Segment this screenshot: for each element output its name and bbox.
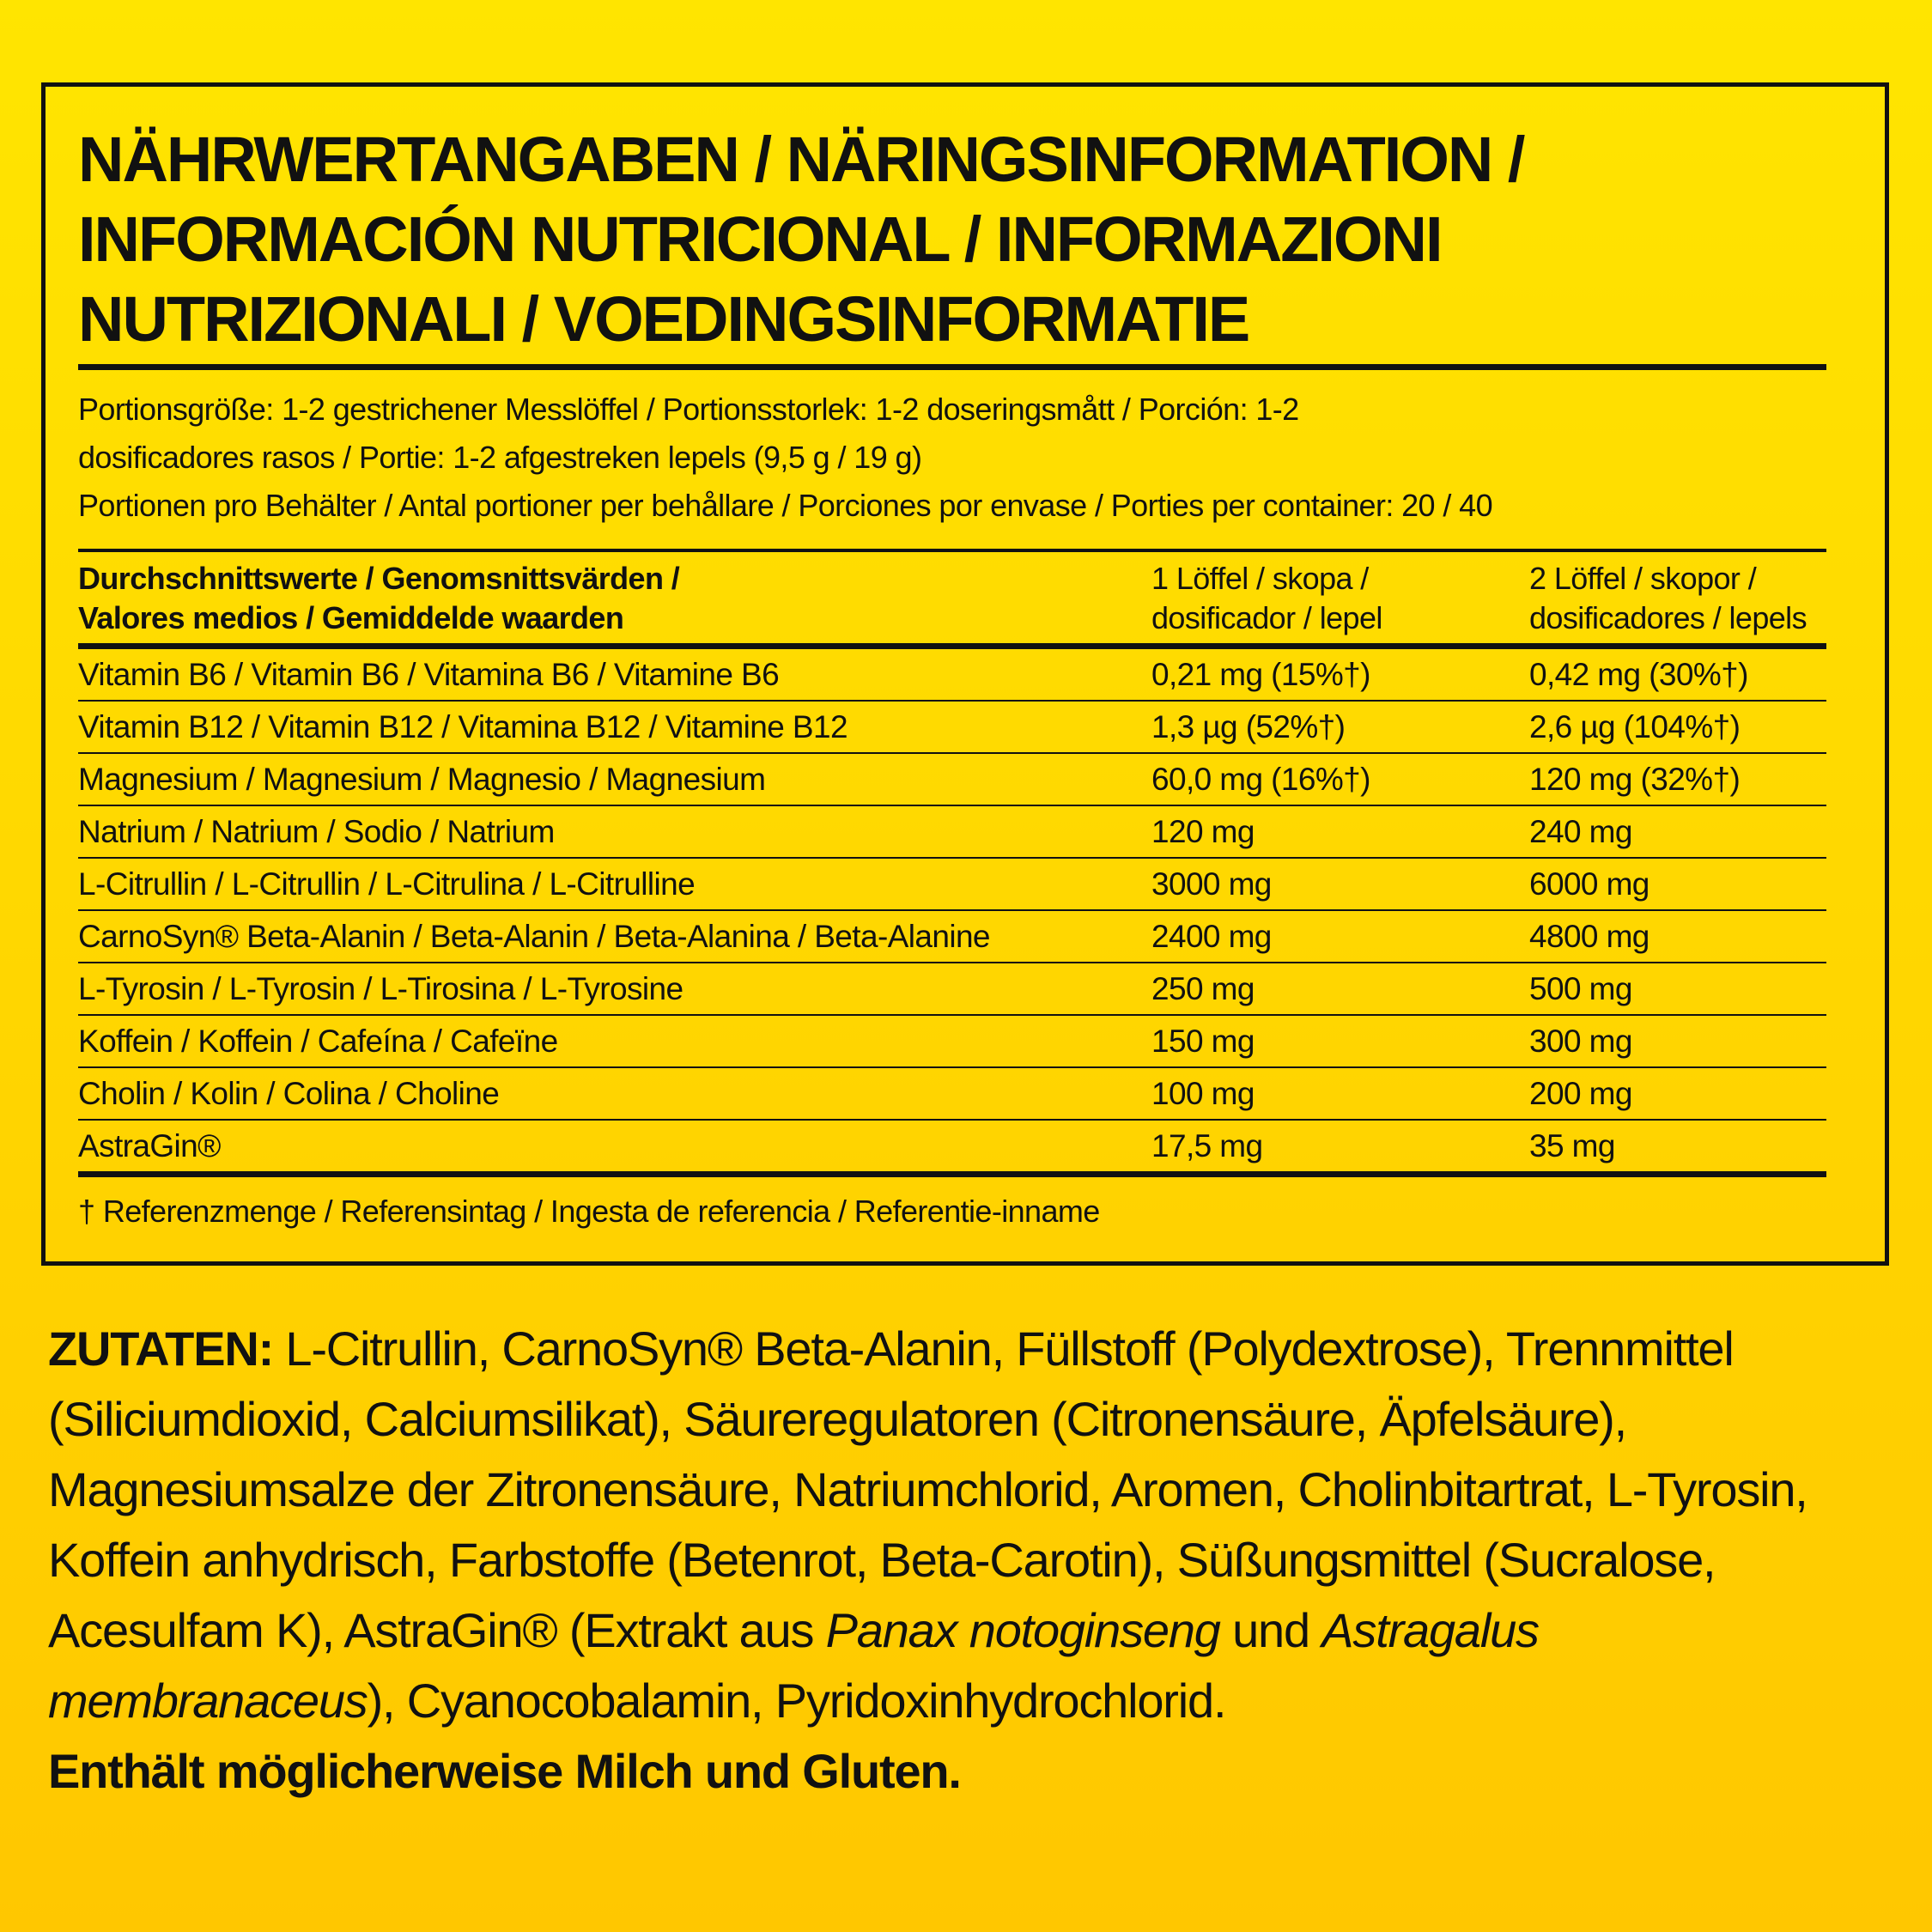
header-one-scoop xyxy=(1151,559,1529,638)
value-two-scoops: 200 mg xyxy=(1529,1076,1632,1111)
nutrient-name: Vitamin B12 / Vitamin B12 / Vitamina B12 / Vitamine B12 xyxy=(78,709,848,744)
nutrient-name: Magnesium / Magnesium / Magnesio / Magnesium xyxy=(78,762,766,797)
table-row xyxy=(78,911,1826,963)
value-two-scoops: 300 mg xyxy=(1529,1024,1632,1059)
nutrient-name: Natrium / Natrium / Sodio / Natrium xyxy=(78,814,555,849)
allergen-warning: Enthält möglicherweise Milch und Gluten. xyxy=(48,1744,961,1798)
header-line: Durchschnittswerte / Genomsnittsvärden / xyxy=(78,561,680,596)
value-two-scoops: 2,6 µg (104%†) xyxy=(1529,709,1741,744)
header-average-values xyxy=(78,559,1151,638)
value-two-scoops: 6000 mg xyxy=(1529,866,1649,902)
nutrient-name: L-Tyrosin / L-Tyrosin / L-Tirosina / L-Tyrosine xyxy=(78,971,683,1006)
header-line: Valores medios / Gemiddelde waarden xyxy=(78,600,624,635)
nutrition-table xyxy=(78,549,1826,1177)
value-one-scoop: 100 mg xyxy=(1151,1076,1255,1111)
serving-line: dosificadores rasos / Portie: 1-2 afgestreken lepels (9,5 g / 19 g) xyxy=(78,440,922,475)
nutrient-name: CarnoSyn® Beta-Alanin / Beta-Alanin / Beta-Alanina / Beta-Alanine xyxy=(78,919,990,954)
title-line: NÄHRWERTANGABEN / NÄRINGSINFORMATION / xyxy=(78,124,1524,195)
value-two-scoops: 500 mg xyxy=(1529,971,1632,1006)
table-row xyxy=(78,1121,1826,1171)
value-one-scoop: 1,3 µg (52%†) xyxy=(1151,709,1346,744)
header-line: 2 Löffel / skopor / xyxy=(1529,561,1757,596)
value-one-scoop: 17,5 mg xyxy=(1151,1128,1263,1163)
value-one-scoop: 120 mg xyxy=(1151,814,1255,849)
serving-line: Portionsgröße: 1-2 gestrichener Messlöffel / Portionsstorlek: 1-2 doseringsmått / Porción: 1-2 xyxy=(78,392,1299,427)
table-row xyxy=(78,649,1826,702)
nutrition-panel-content xyxy=(78,119,1826,1230)
table-row xyxy=(78,702,1826,754)
header-line: dosificador / lepel xyxy=(1151,600,1382,635)
nutrient-name: AstraGin® xyxy=(78,1128,221,1163)
title-line: NUTRIZIONALI / VOEDINGSINFORMATIE xyxy=(78,283,1249,355)
table-row xyxy=(78,754,1826,806)
table-header xyxy=(78,552,1826,649)
table-row xyxy=(78,859,1826,911)
value-two-scoops: 120 mg (32%†) xyxy=(1529,762,1741,797)
ingredients-section xyxy=(48,1314,1894,1807)
table-row xyxy=(78,806,1826,859)
value-one-scoop: 3000 mg xyxy=(1151,866,1272,902)
value-one-scoop: 150 mg xyxy=(1151,1024,1255,1059)
table-row xyxy=(78,1068,1826,1121)
nutrition-panel xyxy=(41,82,1889,1266)
table-row xyxy=(78,963,1826,1016)
nutrient-name: Vitamin B6 / Vitamin B6 / Vitamina B6 / Vitamine B6 xyxy=(78,657,780,692)
value-one-scoop: 60,0 mg (16%†) xyxy=(1151,762,1370,797)
serving-info xyxy=(78,386,1826,530)
header-two-scoops xyxy=(1529,559,1826,638)
servings-per-container: Portionen pro Behälter / Antal portioner per behållare / Porciones por envase / Porties per container: 20 / 40 xyxy=(78,488,1493,523)
value-one-scoop: 250 mg xyxy=(1151,971,1255,1006)
value-one-scoop: 2400 mg xyxy=(1151,919,1272,954)
header-line: 1 Löffel / skopa / xyxy=(1151,561,1369,596)
value-two-scoops: 4800 mg xyxy=(1529,919,1649,954)
value-two-scoops: 240 mg xyxy=(1529,814,1632,849)
value-two-scoops: 35 mg xyxy=(1529,1128,1615,1163)
reference-footnote: † Referenzmenge / Referensintag / Ingesta de referencia / Referentie-inname xyxy=(78,1194,1100,1229)
ingredient-latin-name: Astragalus membranaceus xyxy=(48,1603,1539,1728)
value-two-scoops: 0,42 mg (30%†) xyxy=(1529,657,1748,692)
ingredients-text: L-Citrullin, CarnoSyn® Beta-Alanin, Füllstoff (Polydextrose), Trennmittel (Siliciumdioxid, Calciumsilikat), Säureregulatoren (Citronensäure, Äpfelsäure), Magnesiumsalze der Zitronensäure, Natriumchlorid, Aromen, Cholinbitartrat, L-Tyrosin, Koffein anhydrisch, Farbstoffe (Betenrot, Beta-Carotin), Süßungsmittel (Sucralose, Acesulfam K), AstraGin® (Extrakt aus xyxy=(48,1321,1807,1657)
ingredients-text: und xyxy=(1219,1603,1322,1657)
ingredients-text: ), Cyanocobalamin, Pyridoxinhydrochlorid. xyxy=(367,1674,1226,1728)
header-line: dosificadores / lepels xyxy=(1529,600,1807,635)
title-line: INFORMACIÓN NUTRICIONAL / INFORMAZIONI xyxy=(78,204,1442,275)
ingredients-label: ZUTATEN: xyxy=(48,1321,274,1376)
value-one-scoop: 0,21 mg (15%†) xyxy=(1151,657,1370,692)
nutrition-title xyxy=(78,119,1826,370)
ingredient-latin-name: Panax notoginseng xyxy=(825,1603,1220,1657)
nutrient-name: Koffein / Koffein / Cafeína / Cafeïne xyxy=(78,1024,558,1059)
nutrient-name: Cholin / Kolin / Colina / Choline xyxy=(78,1076,500,1111)
nutrient-name: L-Citrullin / L-Citrullin / L-Citrulina / L-Citrulline xyxy=(78,866,696,902)
table-row xyxy=(78,1016,1826,1068)
